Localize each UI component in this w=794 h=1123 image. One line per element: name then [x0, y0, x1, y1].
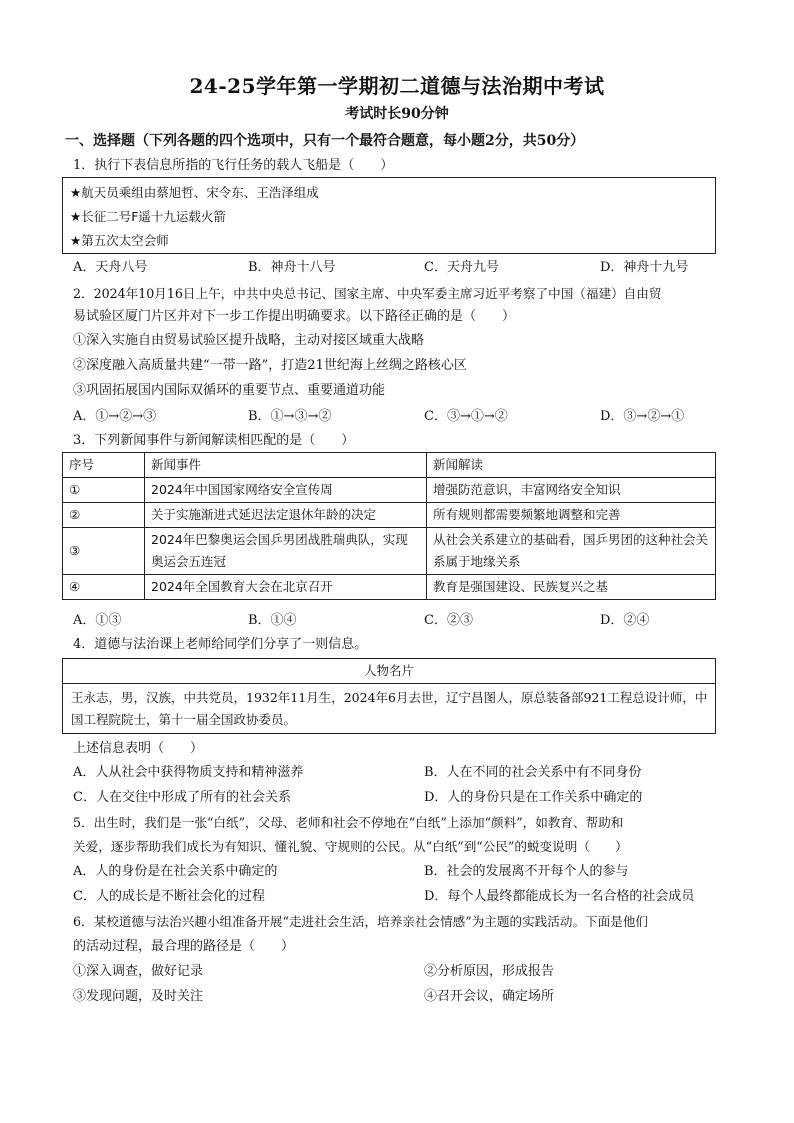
table-cell-note: 增强防范意识，丰富网络安全知识	[427, 478, 716, 503]
table-cell-no: ②	[63, 503, 145, 528]
table-cell-note: 教育是强国建设、民族复兴之基	[427, 575, 716, 600]
q2-option-c: C．③→①→②	[424, 409, 508, 424]
table-cell-event: 2024年中国国家网络安全宣传周	[145, 478, 427, 503]
q6-item: ②分析原因，形成报告	[424, 964, 555, 979]
q6-item: ①深入调查，做好记录	[73, 964, 204, 979]
q2-option-a: A．①→②→③	[73, 409, 157, 424]
table-header-cell: 新闻解读	[427, 453, 716, 478]
table-header-row	[63, 453, 716, 478]
table-cell-event: 2024年全国教育大会在北京召开	[145, 575, 427, 600]
q4-person-card	[62, 658, 716, 734]
table-cell-note: 从社会关系建立的基础看，国乒男团的这种社会关系属于地缘关系	[427, 528, 716, 575]
q1-info-line: ★长征二号F遥十九运载火箭	[70, 209, 226, 224]
q2-option-d: D．③→②→①	[600, 409, 685, 424]
q2-stem: 易试验区厦门片区并对下一步工作提出明确要求。以下路径正确的是（ ）	[73, 309, 516, 324]
q5-option-b: B．社会的发展离不开每个人的参与	[424, 864, 629, 879]
table-cell-event: 关于实施渐进式延迟法定退休年龄的决定	[145, 503, 427, 528]
card-body: 王永志，男，汉族，中共党员，1932年11月生，2024年6月去世，辽宁昌图人，原总装备部921工程总设计师，中国工程院院士，第十一届全国政协委员。	[71, 690, 708, 727]
q6-item: ③发现问题，及时关注	[73, 989, 204, 1004]
table-header-cell: 序号	[63, 453, 145, 478]
table-cell-no: ①	[63, 478, 145, 503]
table-row	[63, 575, 716, 600]
q2-stem: 2．2024年10月16日上午，中共中央总书记、国家主席、中央军委主席习近平考察了中国（福建）自由贸	[73, 286, 662, 301]
q3-option-c: C．②③	[424, 613, 473, 628]
exam-duration: 考试时长90分钟	[345, 106, 449, 122]
q5-stem: 关爱，逐步帮助我们成长为有知识、懂礼貌、守规则的公民。从“白纸”到“公民”的蜕变说明（ ）	[73, 839, 628, 854]
table-cell-no: ④	[63, 575, 145, 600]
q4-option-b: B．人在不同的社会关系中有不同身份	[424, 765, 642, 780]
table-row	[63, 478, 716, 503]
section-heading: 一、选择题（下列各题的四个选项中，只有一个最符合题意，每小题2分，共50分）	[65, 133, 585, 149]
q6-stem: 的活动过程，最合理的路径是（ ）	[73, 939, 295, 954]
table-cell-no: ③	[63, 528, 145, 575]
q5-stem: 5．出生时，我们是一张“白纸”，父母、老师和社会不停地在“白纸”上添加“颜料”，如教育、帮助和	[73, 815, 624, 830]
q4-stem: 4．道德与法治课上老师给同学们分享了一则信息。	[73, 637, 368, 652]
q1-info-box	[62, 177, 716, 254]
q4-option-a: A．人从社会中获得物质支持和精神滋养	[73, 765, 304, 780]
q3-option-a: A．①③	[73, 613, 122, 628]
q2-item: ③巩固拓展国内国际双循环的重要节点、重要通道功能	[73, 383, 386, 398]
q5-option-d: D．每个人最终都能成长为一名合格的社会成员	[424, 889, 695, 904]
q2-item: ②深度融入高质量共建“一带一路”，打造21世纪海上丝绸之路核心区	[73, 358, 467, 373]
q1-option-b: B．神舟十八号	[248, 260, 336, 275]
q4-option-c: C．人在交往中形成了所有的社会关系	[73, 790, 291, 805]
q6-item: ④召开会议，确定场所	[424, 989, 555, 1004]
q1-option-a: A．天舟八号	[73, 260, 148, 275]
table-cell-event: 2024年巴黎奥运会国乒男团战胜瑞典队，实现奥运会五连冠	[145, 528, 427, 575]
q5-option-c: C．人的成长是不断社会化的过程	[73, 889, 265, 904]
q5-option-a: A．人的身份是在社会关系中确定的	[73, 864, 278, 879]
table-cell-note: 所有规则都需要频繁地调整和完善	[427, 503, 716, 528]
q1-option-c: C．天舟九号	[424, 260, 499, 275]
q3-option-b: B．①④	[248, 613, 297, 628]
q4-option-d: D．人的身份只是在工作关系中确定的	[424, 790, 643, 805]
page-title: 24-25学年第一学期初二道德与法治期中考试	[189, 74, 605, 98]
q6-stem: 6．某校道德与法治兴趣小组准备开展“走进社会生活，培养亲社会情感”为主题的实践活动。下面是他们	[73, 914, 649, 929]
table-header-cell: 新闻事件	[145, 453, 427, 478]
q1-info-line: ★第五次太空会师	[70, 233, 169, 248]
q1-option-d: D．神舟十九号	[600, 260, 689, 275]
q4-question: 上述信息表明（ ）	[73, 741, 204, 756]
q2-item: ①深入实施自由贸易试验区提升战略，主动对接区域重大战略	[73, 333, 425, 348]
q1-info-line: ★航天员乘组由蔡旭哲、宋令东、王浩泽组成	[70, 185, 319, 200]
q3-stem: 3．下列新闻事件与新闻解读相匹配的是（ ）	[73, 433, 355, 448]
table-row	[63, 503, 716, 528]
q3-news-table	[62, 452, 716, 600]
q2-option-b: B．①→③→②	[248, 409, 332, 424]
q1-stem: 1．执行下表信息所指的飞行任务的载人飞船是（ ）	[73, 158, 394, 173]
table-row	[63, 528, 716, 575]
card-title: 人物名片	[63, 659, 715, 684]
q3-option-d: D．②④	[600, 613, 650, 628]
